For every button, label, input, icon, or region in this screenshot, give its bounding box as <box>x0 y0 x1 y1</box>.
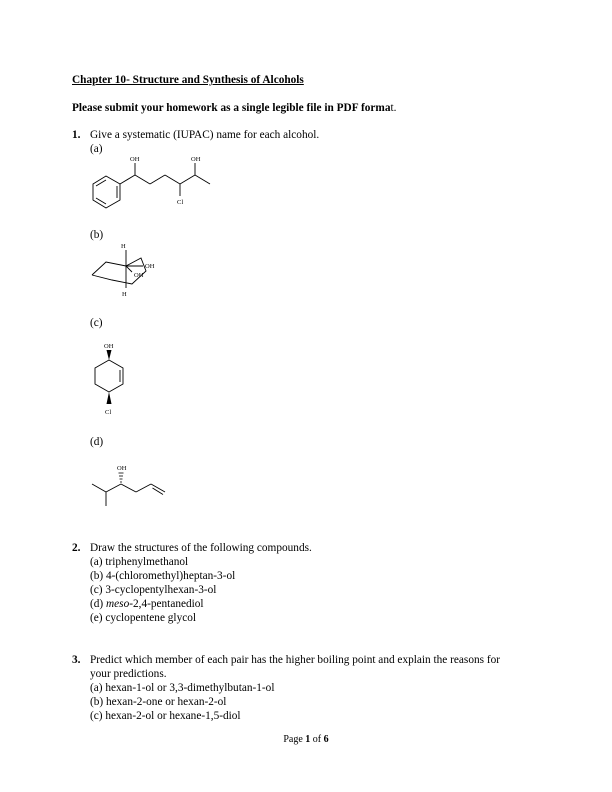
a-oh-label-1: OH <box>130 156 140 163</box>
d-oh-label: OH <box>117 465 127 472</box>
question-1-part-a-label: (a) <box>90 143 103 155</box>
c-cl-label: Cl <box>105 409 112 416</box>
c-oh-label: OH <box>104 343 114 350</box>
list-item: (b) hexan-2-one or hexan-2-ol <box>90 696 227 708</box>
b-h-top-label: H <box>121 243 126 250</box>
page-title: Chapter 10- Structure and Synthesis of Alcohols <box>72 74 304 86</box>
question-2-list <box>90 555 235 625</box>
a-cl-label: Cl <box>177 199 184 206</box>
footer-total-pages: 6 <box>323 734 329 745</box>
b-oh-top-label: OH <box>145 263 155 270</box>
list-item: (a) hexan-1-ol or 3,3-dimethylbutan-1-ol <box>90 682 275 694</box>
list-item: (a) triphenylmethanol <box>90 556 189 568</box>
b-h-bottom-label: H <box>122 291 127 298</box>
question-1-part-c-label: (c) <box>90 317 103 329</box>
list-item: (c) 3-cyclopentylhexan-3-ol <box>90 584 217 596</box>
list-item: (e) cyclopentene glycol <box>90 612 197 624</box>
question-3-text: Predict which member of each pair has the higher boiling point and explain the reasons for your predictions. <box>90 654 501 680</box>
list-item: (c) hexan-2-ol or hexane-1,5-diol <box>90 710 241 722</box>
list-item: (d) meso-2,4-pentanediol <box>90 598 204 610</box>
question-1-part-b-label: (b) <box>90 229 104 241</box>
question-2-number: 2. <box>72 542 81 554</box>
a-oh-label-2: OH <box>191 156 201 163</box>
submission-note-bold: Please submit your homework as a single legible file in PDF forma <box>72 102 391 114</box>
page-footer <box>0 733 612 747</box>
submission-note-tail: t. <box>390 102 397 114</box>
question-1-part-d-label: (d) <box>90 436 104 448</box>
question-3-list <box>90 681 274 723</box>
footer-page-number: 1 <box>305 734 311 745</box>
meso-italic: meso <box>106 598 130 610</box>
question-1-number: 1. <box>72 129 81 141</box>
b-oh-mid-label: OH <box>134 272 144 279</box>
hashed-bond-oh <box>119 473 124 482</box>
question-3-number: 3. <box>72 654 81 666</box>
footer-of-word: of <box>312 734 322 745</box>
footer-page-word: Page <box>283 734 303 745</box>
question-1-text: Give a systematic (IUPAC) name for each alcohol. <box>90 129 320 141</box>
question-2-text: Draw the structures of the following compounds. <box>90 542 312 554</box>
list-item: (b) 4-(chloromethyl)heptan-3-ol <box>90 570 236 582</box>
